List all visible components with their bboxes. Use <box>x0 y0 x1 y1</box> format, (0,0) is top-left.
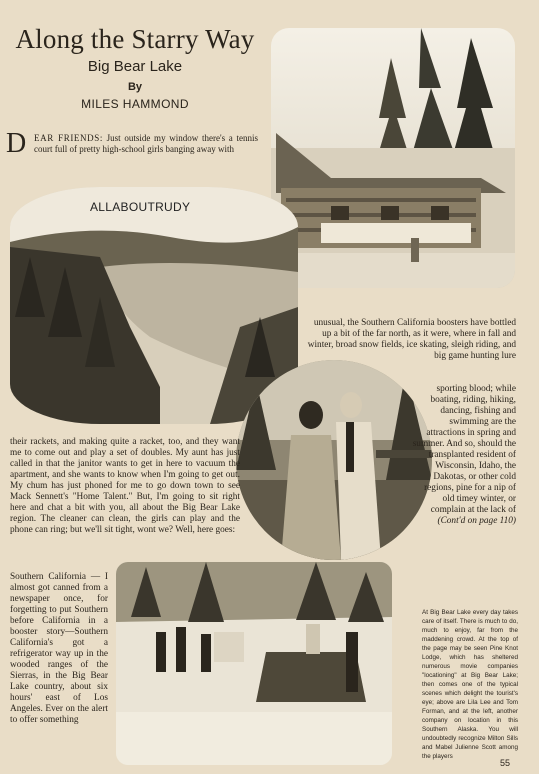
lodge-photo <box>271 28 515 288</box>
author-name: MILES HAMMOND <box>81 97 189 111</box>
watermark-text: ALLABOUTRUDY <box>90 200 191 214</box>
intro-paragraph <box>34 133 258 155</box>
couple-photo <box>236 360 432 560</box>
body-column-right-flow <box>412 384 516 527</box>
photo-caption: At Big Bear Lake every day takes care of itself. There is much to do, much to enjoy, far from the maddening crowd. At the top of the page may be seen Pine Knot Lodge, which has sheltered numerous movie companies "locationing" at Big Bear Lake; then comes one of the typical scenes which delight the tourist's eye; above are Lila Lee and Tom Forman, and at the left, another company on location in this Southern Alaska. You will undoubtedly recognize Milton Sills and Mabel Julienne Scott among the players <box>422 609 518 760</box>
article-title: Along the Starry Way <box>15 24 255 54</box>
snow-location-photo <box>116 562 392 765</box>
body-column-left: their rackets, and making quite a racket, too, and they want me to come out and play a set of doubles. My aunt has just called in that the janitor wants to get in here to vacuum the apartment, and she wants to know when I'm going to get out. My chum has just phoned for me to go down town to see Mack Sennett's "Home Talent." But, I'm going to sit right here and chat a bit with you, all about the Big Bear Lake region. The cleaner can clean, the girls can play and the phone can ring; but we'll sit tight, wont we? Well, here goes: <box>10 437 240 535</box>
byline-by: By <box>127 81 143 93</box>
page-number: 55 <box>500 758 511 768</box>
drop-cap: D <box>6 128 27 159</box>
body-right-text: sporting blood; while boating, riding, hiking, dancing, fishing and swimming are the attractions in spring and summer. And so, should the transplanted resident of Wisconsin, Idaho, the Dakotas, or other cold regions, pine for a nip of old timey winter, or complain at the lack of <box>412 384 516 515</box>
salutation: EAR FRIENDS: <box>34 133 103 143</box>
article-subtitle: Big Bear Lake <box>87 58 183 75</box>
intro-text: Just outside my window there's a tennis court full of pretty high-school girls banging away with <box>34 133 259 154</box>
lake-photo <box>10 187 298 424</box>
body-column-right-top: unusual, the Southern California boosters have bottled up a bit of the far north, as it were, where in fall and winter, broad snow fields, ice skating, sleigh riding, and big game hunting lure <box>307 318 516 361</box>
continued-link[interactable]: (Cont'd on page 110) <box>437 516 516 526</box>
body-column-narrow: Southern California — I almost got canned from a newspaper once, for forgetting to put Southern before California in a booster story—Southern California's got a refrigerator way up in the wooded ranges of the Sierras, in the Big Bear Lake country, about six hours' east of Los Angeles. Ever on the alert to offer something <box>10 572 108 725</box>
